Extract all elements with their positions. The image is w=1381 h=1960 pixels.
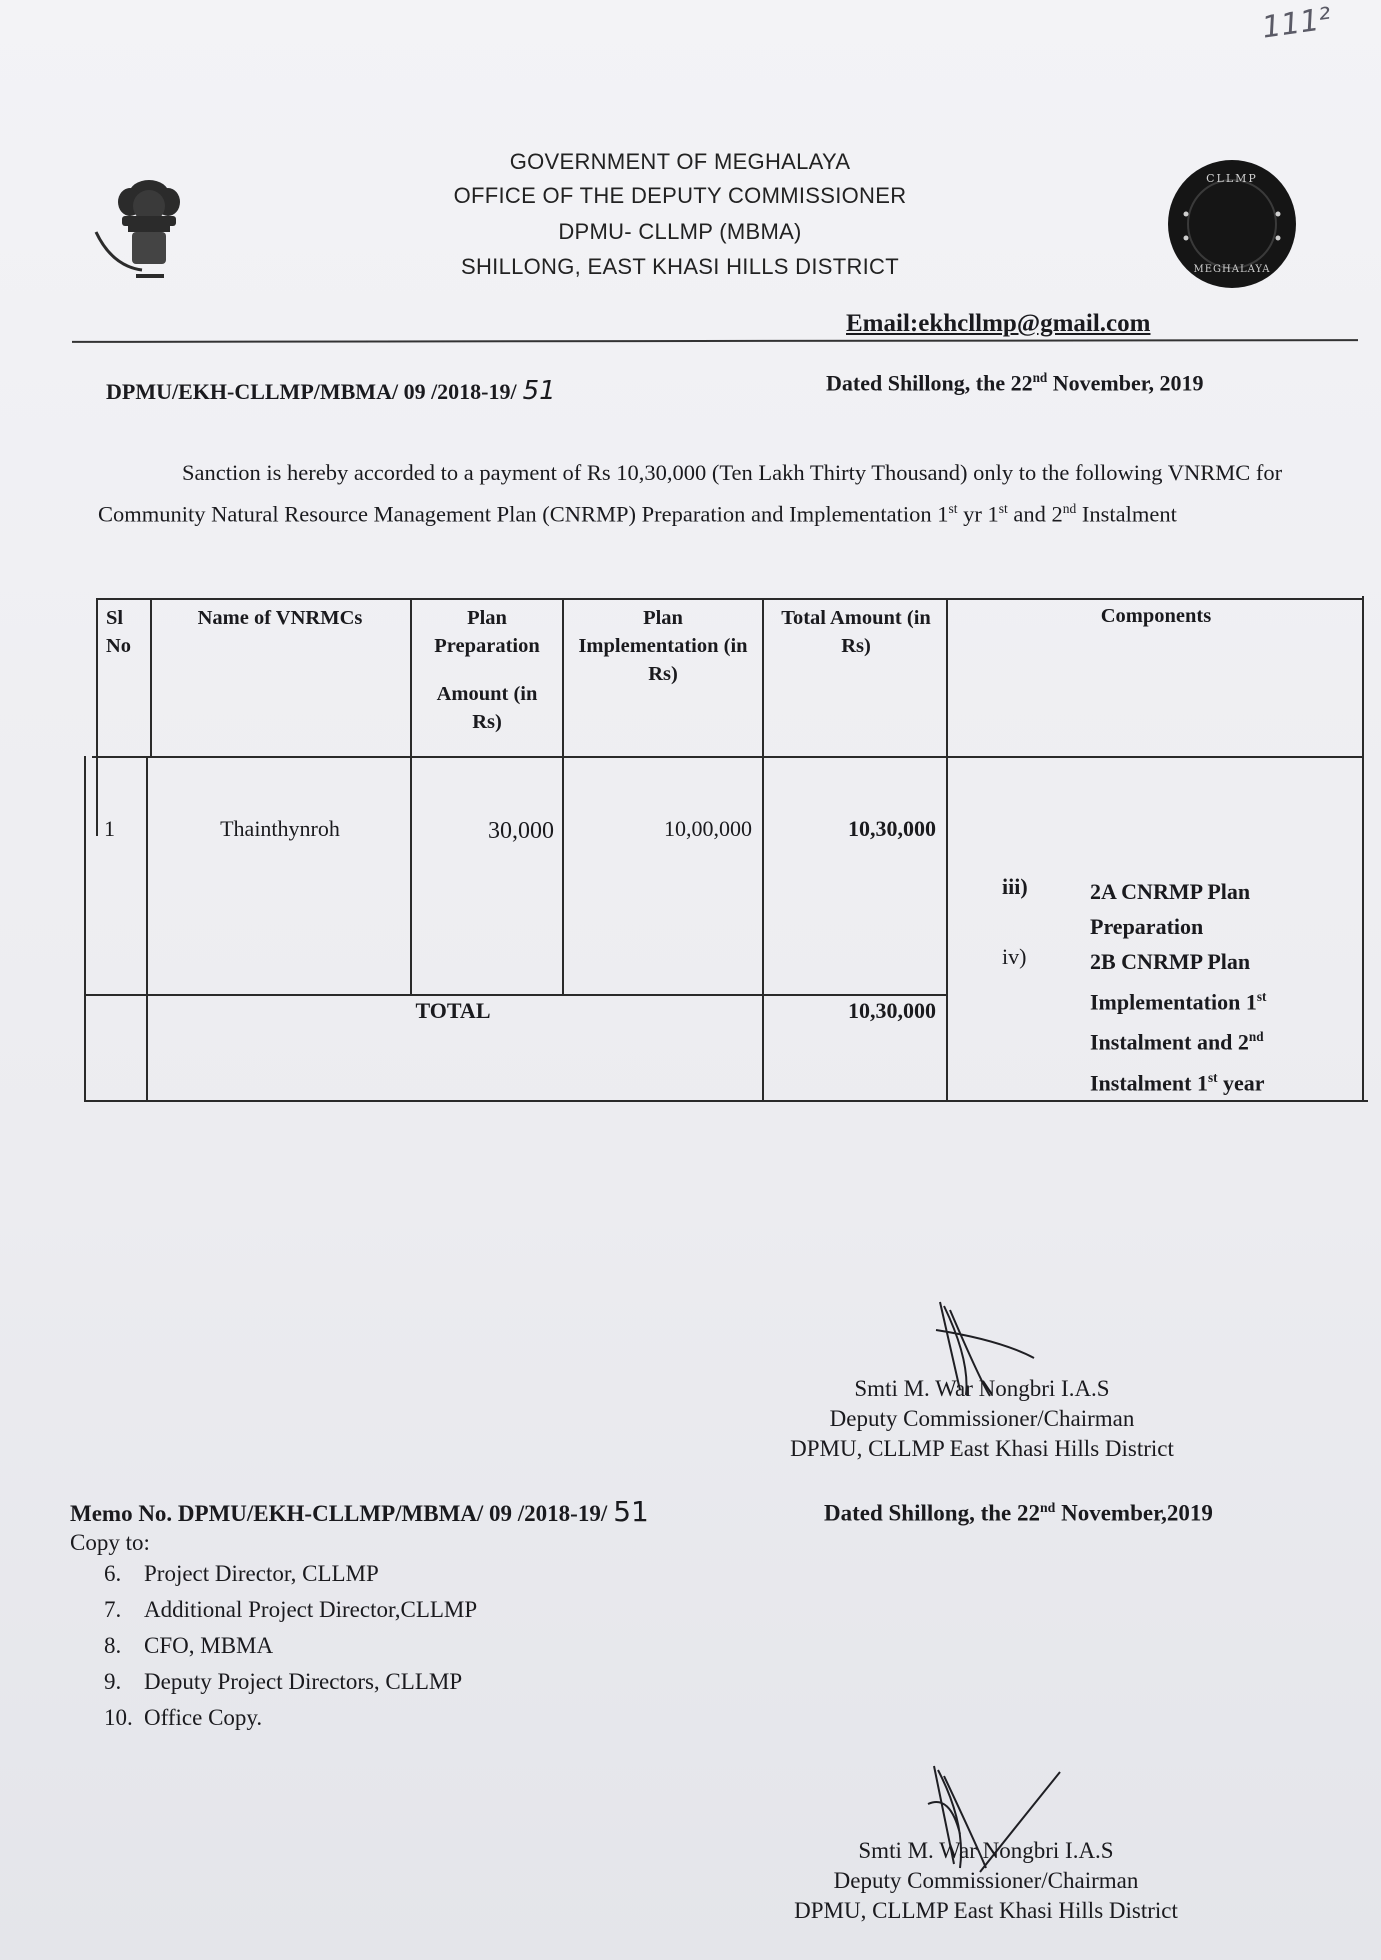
list-item: [104, 1628, 477, 1664]
reference-handwritten: 51: [522, 376, 556, 406]
table-col3: [562, 598, 564, 996]
row1-prep: 30,000: [488, 818, 554, 844]
row1-impl: 10,00,000: [664, 816, 752, 841]
date-suffix: November, 2019: [1047, 370, 1204, 396]
office-seal-icon: [1166, 158, 1298, 290]
list-item-text: Office Copy.: [144, 1705, 263, 1730]
body-sup1: st: [948, 501, 958, 516]
component-iv-sup-b: nd: [1248, 1029, 1264, 1045]
seal-text-top: CLLMP: [1206, 172, 1258, 185]
table-col1: [146, 756, 148, 1102]
memo-date-suffix: November,2019: [1055, 1500, 1213, 1526]
table-col1-top: [150, 598, 152, 758]
th-sl-no: Sl No: [106, 607, 132, 657]
signatory-name-1: Smti M. War Nongbri I.A.S: [854, 1376, 1110, 1401]
th-plan-impl: Plan Implementation (in Rs): [578, 607, 748, 685]
memo-number-text: Memo No. DPMU/EKH-CLLMP/MBMA/ 09 /2018-19/: [70, 1501, 608, 1526]
component-iv-c: Instalment 1: [1090, 1069, 1208, 1095]
th-total: Total Amount (in Rs): [781, 607, 931, 657]
memo-date-sup: nd: [1039, 1500, 1056, 1515]
list-item: [104, 1556, 477, 1592]
signatory-title-1: Deputy Commissioner/Chairman: [829, 1406, 1135, 1431]
reference-number-text: DPMU/EKH-CLLMP/MBMA/ 09 /2018-19/: [106, 379, 517, 404]
table-border-left-top: [96, 598, 98, 836]
signatory-name-2: Smti M. War Nongbri I.A.S: [858, 1838, 1114, 1863]
memo-date-prefix: Dated Shillong, the 22: [824, 1500, 1040, 1526]
header-location: SHILLONG, EAST KHASI HILLS DISTRICT: [461, 254, 899, 279]
memo-number: [70, 1495, 649, 1528]
component-iv-d: year: [1217, 1069, 1265, 1095]
list-item-number: 9.: [104, 1669, 122, 1694]
table-border-top: [96, 598, 1364, 600]
row1-total: 10,30,000: [848, 816, 936, 841]
component-iii-text: 2A CNRMP Plan Preparation: [1090, 879, 1251, 939]
table-border-left: [84, 756, 86, 1102]
total-label: TOTAL: [415, 998, 491, 1023]
th-plan-prep: Plan Preparation: [434, 607, 540, 657]
component-iv-num: iv): [1002, 944, 1027, 969]
total-value: 10,30,000: [848, 998, 936, 1023]
table-total-divider: [86, 994, 948, 996]
list-item-text: CFO, MBMA: [144, 1633, 274, 1658]
signatory-office-1: DPMU, CLLMP East Khasi Hills District: [790, 1436, 1174, 1461]
body-part4: Instalment: [1076, 501, 1177, 527]
component-iv-b: Instalment and 2: [1090, 1029, 1249, 1055]
body-sup2: st: [998, 501, 1008, 516]
body-part2: yr 1: [957, 501, 999, 527]
sanction-paragraph: [98, 455, 1288, 533]
header-divider: [72, 339, 1358, 343]
header-email: Email:ekhcllmp@gmail.com: [846, 310, 1151, 337]
component-iv-sup-a: st: [1256, 989, 1267, 1004]
table-header-divider: [92, 756, 1364, 758]
list-item-number: 6.: [104, 1561, 122, 1586]
list-item: [104, 1664, 477, 1700]
date-sup: nd: [1032, 370, 1048, 385]
state-emblem-icon: [92, 166, 207, 284]
body-sup3: nd: [1062, 501, 1077, 516]
component-iv-text: [1090, 944, 1340, 1100]
header-unit: DPMU- CLLMP (MBMA): [558, 219, 802, 244]
th-plan-prep-amount: Amount (in Rs): [436, 683, 538, 733]
component-iii-num: iii): [1002, 874, 1028, 899]
th-components: Components: [1100, 605, 1212, 627]
component-iv-a: 2B CNRMP Plan Implementation 1: [1090, 949, 1257, 1015]
signatory-block-2: [756, 1836, 1216, 1926]
handwritten-corner-note: 111²: [1259, 1, 1334, 46]
th-name: Name of VNRMCs: [197, 607, 363, 629]
list-item: [104, 1592, 477, 1628]
header-office: OFFICE OF THE DEPUTY COMMISSIONER: [453, 183, 907, 208]
row1-sl: 1: [104, 816, 115, 841]
list-item-text: Project Director, CLLMP: [144, 1561, 379, 1586]
copy-to-list: [104, 1556, 477, 1736]
document-date: [826, 370, 1204, 396]
memo-date: [824, 1500, 1213, 1527]
date-prefix: Dated Shillong, the 22: [826, 370, 1033, 396]
table-col2: [410, 598, 412, 996]
body-part1: Sanction is hereby accorded to a payment of Rs 10,30,000 (Ten Lakh Thirty Thousand) only to the following VNRMC for Community Natural Resource Management Plan (CNRMP) Preparation and Implementation 1: [98, 460, 1283, 527]
table-border-bottom: [84, 1100, 1368, 1102]
copy-to-label: Copy to:: [70, 1530, 150, 1555]
table-border-right: [1362, 596, 1364, 1102]
signatory-title-2: Deputy Commissioner/Chairman: [833, 1868, 1139, 1893]
signatory-office-2: DPMU, CLLMP East Khasi Hills District: [794, 1898, 1178, 1923]
seal-text-bottom: MEGHALAYA: [1193, 264, 1271, 275]
header-government: GOVERNMENT OF MEGHALAYA: [509, 149, 851, 174]
table-col5: [946, 598, 948, 1102]
signatory-block-1: [752, 1374, 1212, 1464]
row1-name: Thainthynroh: [220, 816, 340, 841]
memo-handwritten: 51: [613, 1495, 649, 1528]
table-col4: [762, 598, 764, 1102]
reference-number: [106, 376, 556, 406]
body-part3: and 2: [1007, 501, 1063, 527]
component-iv-sup-c: st: [1207, 1069, 1218, 1085]
list-item-text: Deputy Project Directors, CLLMP: [144, 1669, 463, 1694]
list-item-text: Additional Project Director,CLLMP: [144, 1597, 478, 1622]
list-item-number: 8.: [104, 1633, 122, 1658]
list-item-number: 7.: [104, 1597, 122, 1622]
list-item-number: 10.: [104, 1705, 133, 1730]
list-item: [104, 1700, 477, 1736]
